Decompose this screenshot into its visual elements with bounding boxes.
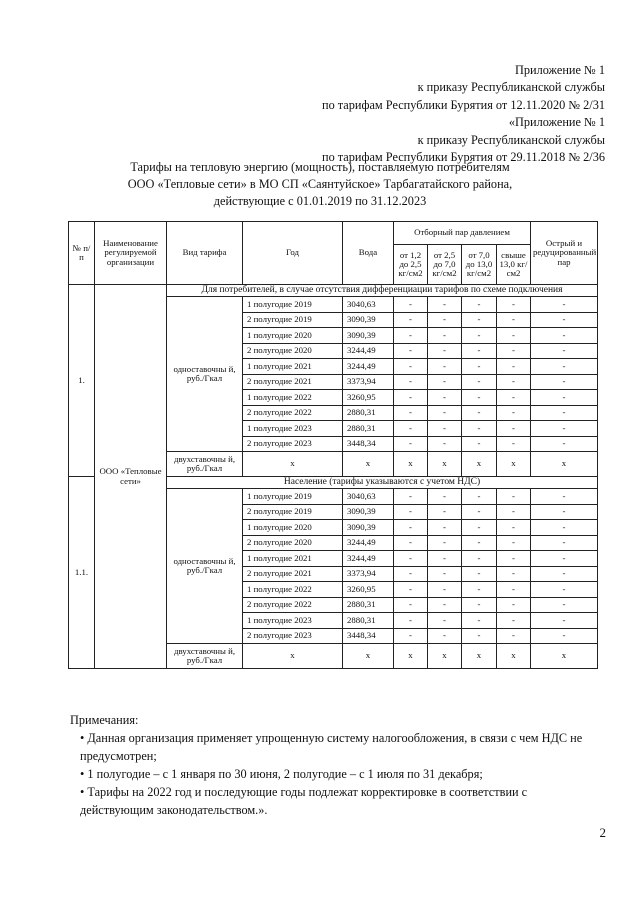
period-cell: 1 полугодие 2022 (243, 390, 343, 406)
steam-value: - (497, 374, 531, 390)
period-cell: 2 полугодие 2022 (243, 405, 343, 421)
steam-value: - (497, 312, 531, 328)
steam-value: - (462, 405, 497, 421)
two-rate-year: x (243, 452, 343, 477)
period-cell: 1 полугодие 2023 (243, 421, 343, 437)
steam-value: - (462, 436, 497, 452)
steam-value: - (394, 551, 428, 567)
period-cell: 1 полугодие 2019 (243, 297, 343, 313)
period-cell: 2 полугодие 2022 (243, 597, 343, 613)
steam-value: - (531, 504, 598, 520)
steam-value: - (462, 520, 497, 536)
steam-value: - (462, 328, 497, 344)
header-water: Вода (343, 222, 394, 285)
steam-value: - (428, 489, 462, 505)
two-rate-value: x (531, 452, 598, 477)
section-title-row (69, 285, 598, 297)
bullet-icon: • (80, 731, 85, 745)
note-item (70, 729, 590, 765)
bullet-icon: • (80, 785, 85, 799)
period-cell: 2 полугодие 2020 (243, 535, 343, 551)
steam-value: - (497, 551, 531, 567)
water-value: 2880,31 (343, 421, 394, 437)
water-value: 2880,31 (343, 405, 394, 421)
steam-value: - (497, 343, 531, 359)
title-line: Тарифы на тепловую энергию (мощность), поставляемую потребителям (130, 160, 510, 174)
notes-heading: Примечания: (70, 713, 139, 727)
header-row (69, 222, 598, 245)
water-value: 3244,49 (343, 551, 394, 567)
water-value: 3448,34 (343, 628, 394, 644)
steam-value: - (394, 504, 428, 520)
two-rate-value: x (428, 644, 462, 669)
steam-value: - (428, 390, 462, 406)
steam-value: - (462, 489, 497, 505)
steam-value: - (462, 582, 497, 598)
steam-value: - (497, 504, 531, 520)
steam-value: - (462, 628, 497, 644)
steam-value: - (394, 436, 428, 452)
section-title: Для потребителей, в случае отсутствия дифференциации тарифов по схеме подключения (167, 285, 598, 297)
water-value: 3260,95 (343, 582, 394, 598)
steam-value: - (497, 613, 531, 629)
steam-value: - (394, 535, 428, 551)
period-cell: 2 полугодие 2019 (243, 504, 343, 520)
steam-value: - (462, 551, 497, 567)
steam-value: - (531, 374, 598, 390)
steam-value: - (428, 535, 462, 551)
steam-value: - (394, 328, 428, 344)
steam-value: - (462, 343, 497, 359)
steam-value: - (428, 421, 462, 437)
water-value: 3090,39 (343, 312, 394, 328)
steam-value: - (394, 359, 428, 375)
period-cell: 1 полугодие 2021 (243, 551, 343, 567)
steam-value: - (531, 535, 598, 551)
steam-value: - (497, 628, 531, 644)
steam-value: - (531, 328, 598, 344)
two-rate-value: x (394, 644, 428, 669)
two-rate-water: x (343, 644, 394, 669)
steam-value: - (531, 489, 598, 505)
single-rate-label: одноставочны й, руб./Гкал (167, 489, 243, 644)
steam-value: - (394, 421, 428, 437)
steam-value: - (428, 628, 462, 644)
steam-value: - (394, 597, 428, 613)
water-value: 3244,49 (343, 343, 394, 359)
steam-value: - (497, 582, 531, 598)
steam-value: - (531, 390, 598, 406)
two-rate-label: двухставочны й, руб./Гкал (167, 452, 243, 477)
steam-value: - (394, 582, 428, 598)
period-cell: 2 полугодие 2023 (243, 628, 343, 644)
period-cell: 1 полугодие 2022 (243, 582, 343, 598)
two-rate-water: x (343, 452, 394, 477)
steam-value: - (497, 566, 531, 582)
two-rate-value: x (462, 452, 497, 477)
two-rate-value: x (462, 644, 497, 669)
water-value: 3040,63 (343, 489, 394, 505)
steam-value: - (428, 613, 462, 629)
steam-value: - (428, 520, 462, 536)
header-line: по тарифам Республики Бурятия от 12.11.2020 № 2/31 (321, 97, 605, 112)
steam-value: - (531, 597, 598, 613)
header-line: по тарифам Республики Бурятия от 29.11.2018 № 2/36 (321, 150, 605, 165)
header-num: № п/п (69, 222, 95, 285)
header-line: «Приложение № 1 (508, 115, 605, 130)
steam-value: - (497, 421, 531, 437)
tariff-table-body (69, 222, 598, 669)
steam-value: - (497, 597, 531, 613)
tariff-table (68, 221, 598, 669)
steam-value: - (531, 343, 598, 359)
steam-value: - (462, 504, 497, 520)
water-value: 3244,49 (343, 535, 394, 551)
water-value: 3040,63 (343, 297, 394, 313)
steam-value: - (531, 613, 598, 629)
water-value: 2880,31 (343, 597, 394, 613)
document-title (90, 159, 550, 210)
header-steam-1: от 1,2 до 2,5 кг/см2 (394, 245, 428, 285)
two-rate-year: x (243, 644, 343, 669)
row-number: 1. (69, 285, 95, 477)
water-value: 3373,94 (343, 374, 394, 390)
steam-value: - (497, 405, 531, 421)
steam-value: - (428, 328, 462, 344)
period-cell: 1 полугодие 2020 (243, 328, 343, 344)
steam-value: - (462, 613, 497, 629)
note-text: Тарифы на 2022 год и последующие годы подлежат корректировке в соответствии с действующим законодательством.». (80, 785, 528, 817)
header-steam-group: Отборный пар давлением (394, 222, 531, 245)
steam-value: - (394, 628, 428, 644)
steam-value: - (394, 390, 428, 406)
steam-value: - (462, 297, 497, 313)
period-cell: 2 полугодие 2020 (243, 343, 343, 359)
steam-value: - (428, 374, 462, 390)
steam-value: - (497, 489, 531, 505)
steam-value: - (531, 566, 598, 582)
steam-value: - (497, 520, 531, 536)
two-rate-value: x (394, 452, 428, 477)
steam-value: - (462, 374, 497, 390)
water-value: 3090,39 (343, 328, 394, 344)
two-rate-label: двухставочны й, руб./Гкал (167, 644, 243, 669)
steam-value: - (531, 405, 598, 421)
water-value: 3260,95 (343, 390, 394, 406)
steam-value: - (428, 436, 462, 452)
steam-value: - (394, 566, 428, 582)
steam-value: - (531, 520, 598, 536)
header-tariff-type: Вид тарифа (167, 222, 243, 285)
title-line: ООО «Тепловые сети» в МО СП «Саянтуйское» Тарбагатайского района, (127, 177, 513, 191)
notes (70, 711, 590, 819)
steam-value: - (462, 566, 497, 582)
water-value: 3373,94 (343, 566, 394, 582)
steam-value: - (428, 566, 462, 582)
two-rate-value: x (497, 452, 531, 477)
steam-value: - (497, 359, 531, 375)
steam-value: - (428, 312, 462, 328)
steam-value: - (394, 520, 428, 536)
steam-value: - (531, 312, 598, 328)
steam-value: - (531, 297, 598, 313)
header-steam-2: от 2,5 до 7,0 кг/см2 (428, 245, 462, 285)
header-line: к приказу Республиканской службы (417, 132, 605, 147)
steam-value: - (531, 582, 598, 598)
period-cell: 2 полугодие 2019 (243, 312, 343, 328)
two-rate-value: x (497, 644, 531, 669)
period-cell: 1 полугодие 2020 (243, 520, 343, 536)
steam-value: - (462, 312, 497, 328)
note-text: 1 полугодие – с 1 января по 30 июня, 2 полугодие – с 1 июля по 31 декабря; (87, 767, 483, 781)
water-value: 2880,31 (343, 613, 394, 629)
steam-value: - (428, 297, 462, 313)
period-cell: 2 полугодие 2023 (243, 436, 343, 452)
appendix-header (322, 62, 605, 166)
steam-value: - (428, 343, 462, 359)
row-number: 1.1. (69, 477, 95, 669)
title-line: действующие с 01.01.2019 по 31.12.2023 (213, 194, 427, 208)
header-line: к приказу Республиканской службы (417, 80, 605, 95)
header-year: Год (243, 222, 343, 285)
two-rate-value: x (531, 644, 598, 669)
water-value: 3090,39 (343, 520, 394, 536)
steam-value: - (428, 582, 462, 598)
steam-value: - (462, 535, 497, 551)
steam-value: - (497, 390, 531, 406)
steam-value: - (497, 297, 531, 313)
period-cell: 1 полугодие 2021 (243, 359, 343, 375)
steam-value: - (462, 597, 497, 613)
steam-value: - (394, 297, 428, 313)
steam-value: - (394, 613, 428, 629)
header-steam-4: свыше 13,0 кг/см2 (497, 245, 531, 285)
steam-value: - (428, 504, 462, 520)
single-rate-label: одноставочны й, руб./Гкал (167, 297, 243, 452)
bullet-icon: • (80, 767, 85, 781)
steam-value: - (394, 312, 428, 328)
steam-value: - (531, 628, 598, 644)
steam-value: - (497, 328, 531, 344)
header-line: Приложение № 1 (514, 63, 605, 77)
steam-value: - (428, 359, 462, 375)
section-title: Население (тарифы указываются с учетом НДС) (167, 477, 598, 489)
two-rate-value: x (428, 452, 462, 477)
steam-value: - (394, 343, 428, 359)
steam-value: - (394, 489, 428, 505)
period-cell: 1 полугодие 2019 (243, 489, 343, 505)
steam-value: - (428, 597, 462, 613)
steam-value: - (462, 421, 497, 437)
steam-value: - (462, 390, 497, 406)
header-steam-3: от 7,0 до 13,0 кг/см2 (462, 245, 497, 285)
steam-value: - (428, 551, 462, 567)
steam-value: - (531, 421, 598, 437)
period-cell: 2 полугодие 2021 (243, 374, 343, 390)
steam-value: - (531, 551, 598, 567)
steam-value: - (394, 405, 428, 421)
steam-value: - (394, 374, 428, 390)
organization-name: ООО «Тепловые сети» (95, 285, 167, 669)
header-live-steam: Острый и редуцированный пар (531, 222, 598, 285)
water-value: 3244,49 (343, 359, 394, 375)
water-value: 3090,39 (343, 504, 394, 520)
steam-value: - (497, 535, 531, 551)
note-item (70, 765, 590, 783)
page-number: 2 (599, 825, 606, 840)
period-cell: 2 полугодие 2021 (243, 566, 343, 582)
note-text: Данная организация применяет упрощенную систему налогообложения, в связи с чем НДС не предусмотрен; (80, 731, 583, 763)
water-value: 3448,34 (343, 436, 394, 452)
period-cell: 1 полугодие 2023 (243, 613, 343, 629)
steam-value: - (428, 405, 462, 421)
header-org: Наименование регулируемой организации (95, 222, 167, 285)
steam-value: - (497, 436, 531, 452)
note-item (70, 783, 590, 819)
steam-value: - (531, 436, 598, 452)
steam-value: - (531, 359, 598, 375)
steam-value: - (462, 359, 497, 375)
